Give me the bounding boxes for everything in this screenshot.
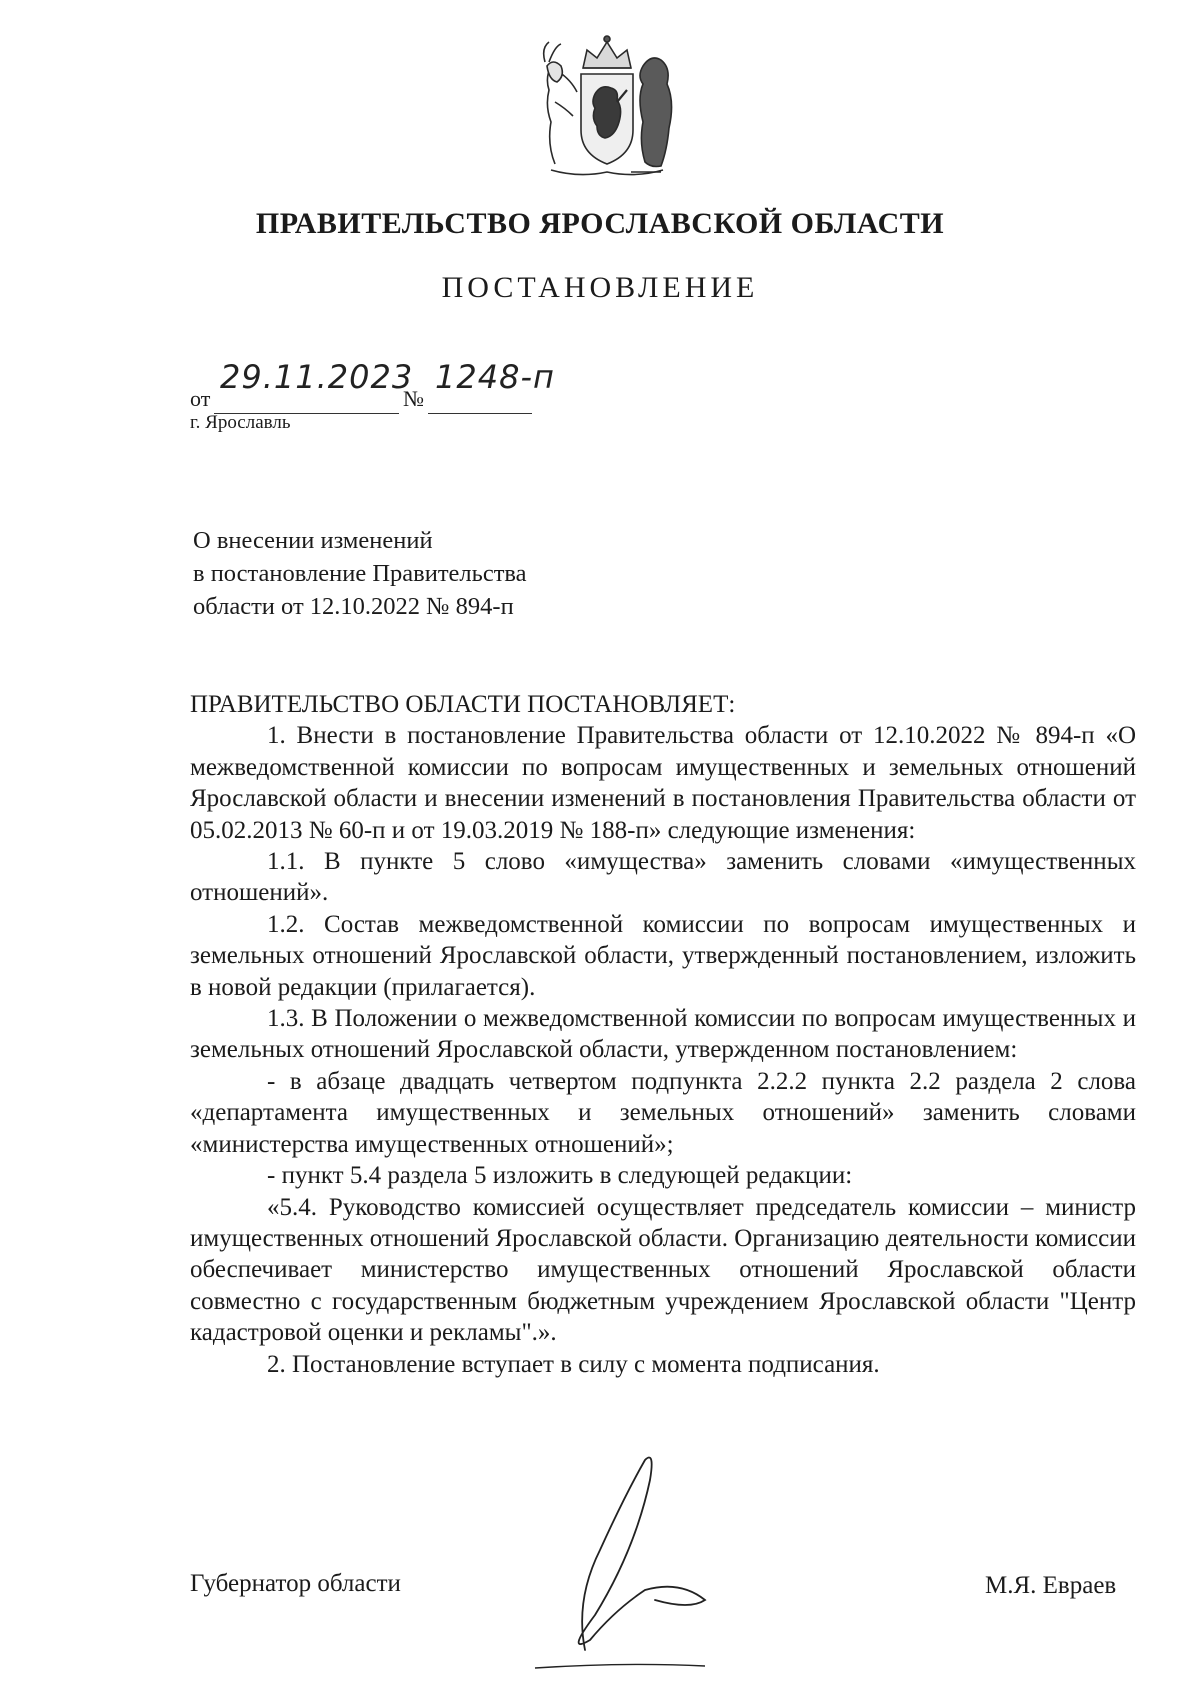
city-label: г. Ярославль xyxy=(190,412,291,433)
document-body xyxy=(190,689,1136,1380)
paragraph: - в абзаце двадцать четвертом подпункта 2.2.2 пункта 2.2 раздела 2 слова «департамента имущественных и земельных отношений» заменить словами «министерства имущественных отношений»; xyxy=(190,1067,1136,1158)
signatory-title: Губернатор области xyxy=(190,1570,401,1597)
document-type-heading: ПОСТАНОВЛЕНИЕ xyxy=(441,271,759,304)
coat-of-arms xyxy=(531,32,683,180)
number-value: 1248-п xyxy=(435,358,555,396)
number-prefix: № xyxy=(403,386,424,411)
number-underline xyxy=(428,413,532,414)
subject-line: в постановление Правительства xyxy=(193,560,527,587)
subject-line: О внесении изменений xyxy=(193,527,433,554)
organization-heading: ПРАВИТЕЛЬСТВО ЯРОСЛАВСКОЙ ОБЛАСТИ xyxy=(255,207,945,240)
paragraph: - пункт 5.4 раздела 5 изложить в следующей редакции: xyxy=(267,1162,853,1190)
date-prefix: от xyxy=(190,386,211,411)
document-subject xyxy=(193,524,527,623)
preamble: ПРАВИТЕЛЬСТВО ОБЛАСТИ ПОСТАНОВЛЯЕТ: xyxy=(190,691,736,718)
date-number-line xyxy=(190,358,610,412)
paragraph: 1.3. В Положении о межведомственной комиссии по вопросам имущественных и земельных отношений Ярославской области, утвержденном постановлением: xyxy=(190,1005,1136,1064)
handwritten-signature xyxy=(505,1440,795,1670)
date-value: 29.11.2023 xyxy=(220,358,414,396)
signatory-name: М.Я. Евраев xyxy=(985,1572,1117,1599)
paragraph: 2. Постановление вступает в силу с момента подписания. xyxy=(267,1350,880,1378)
paragraph: 1. Внести в постановление Правительства области от 12.10.2022 № 894-п «О межведомственной комиссии по вопросам имущественных и земельных отношений Ярославской области и внесении изменений в постановления Правительства области от 05.02.2013 № 60-п и от 19.03.2019 № 188-п» следующие изменения: xyxy=(190,722,1136,844)
yaroslavl-coat-of-arms-icon xyxy=(531,32,683,180)
subject-line: области от 12.10.2022 № 894-п xyxy=(193,593,514,620)
paragraph: 1.1. В пункте 5 слово «имущества» заменить словами «имущественных отношений». xyxy=(190,848,1136,907)
paragraph: «5.4. Руководство комиссией осуществляет председатель комиссии – министр имущественных отношений Ярославской области. Организацию деятельности комиссии обеспечивает министерство имущественных отношений Ярославской области совместно с государственным бюджетным учреждением Ярославской области "Центр кадастровой оценки и рекламы".». xyxy=(190,1193,1136,1347)
paragraph: 1.2. Состав межведомственной комиссии по вопросам имущественных и земельных отношений Ярославской области, утвержденный постановлением, изложить в новой редакции (прилагается). xyxy=(190,910,1136,1001)
